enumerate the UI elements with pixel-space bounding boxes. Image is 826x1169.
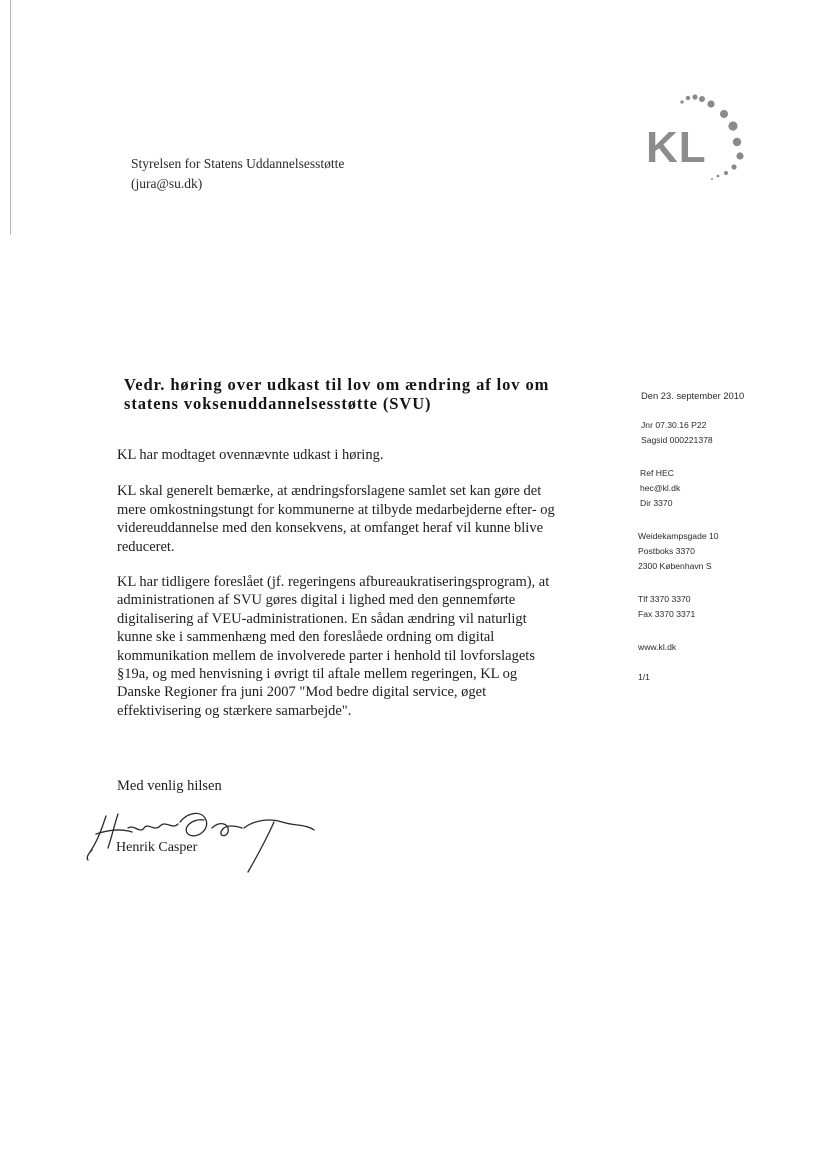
subject-line-1: Vedr. høring over udkast til lov om ændring af lov om [124,375,550,394]
paragraph-3-line: kommunikation mellem de involverede parter i henhold til lovforslagets [117,647,535,664]
paragraph-3-line: administrationen af SVU gøres digital i lighed med den gennemførte [117,592,516,609]
logo-text: KL [646,123,707,172]
scan-edge-line [10,0,11,235]
case-id: Sagsid 000221378 [641,435,713,445]
contact-email: hec@kl.dk [640,483,681,493]
paragraph-3-line: kunne ske i sammenhæng med den foreslåede ordning om digital [117,629,495,646]
paragraph-3-line: effektivisering og stærkere samarbejde". [117,702,352,719]
letter-date: Den 23. september 2010 [641,390,745,401]
subject-line-2: statens voksenuddannelsesstøtte (SVU) [124,394,432,413]
website: www.kl.dk [638,642,677,652]
letter-body [117,446,617,737]
paragraph-2-line: mere omkostningstungt for kommunerne at tilbyde medarbejderne efter- og [117,501,555,518]
closing-greeting: Med venlig hilsen [117,778,222,794]
address-block [638,529,719,574]
recipient-block [131,154,344,194]
paragraph-3-line: §19a, og med henvisning i øvrigt til aftale mellem regeringen, KL og [117,666,518,683]
page-number: 1/1 [638,672,650,682]
kl-logo [640,92,770,184]
paragraph-3-line: digitalisering af VEU-administrationen. En sådan ændring vil naturligt [117,610,527,627]
contact-block [640,466,680,511]
paragraph-1: KL har modtaget ovennævnte udkast i høring. [117,447,384,463]
phone-block [638,592,695,622]
paragraph-2-line: videreuddannelse med den konsekvens, at omfanget heraf vil kunne blive [117,520,544,537]
paragraph-3 [117,573,617,720]
paragraph-3-line: Danske Regioner fra juni 2007 "Mod bedre digital service, øget [117,684,487,701]
direct-line: Dir 3370 [640,498,673,508]
reference-initials: Ref HEC [640,468,674,478]
journal-number: Jnr 07.30.16 P22 [641,420,707,430]
paragraph-2-line: reduceret. [117,538,175,555]
address-box: Postboks 3370 [638,546,695,556]
subject-heading [124,375,614,413]
phone-number: Tlf 3370 3370 [638,594,691,604]
paragraph-3-line: KL har tidligere foreslået (jf. regeringens afbureaukratiseringsprogram), at [117,574,550,591]
address-city: 2300 København S [638,561,712,571]
reference-block [641,418,713,448]
paragraph-2 [117,482,617,556]
recipient-name: Styrelsen for Statens Uddannelsesstøtte [131,156,345,171]
address-street: Weidekampsgade 10 [638,531,719,541]
recipient-email: (jura@su.dk) [131,176,203,191]
fax-number: Fax 3370 3371 [638,609,696,619]
signer-name: Henrik Casper [116,840,198,855]
paragraph-2-line: KL skal generelt bemærke, at ændringsforslagene samlet set kan gøre det [117,483,542,500]
